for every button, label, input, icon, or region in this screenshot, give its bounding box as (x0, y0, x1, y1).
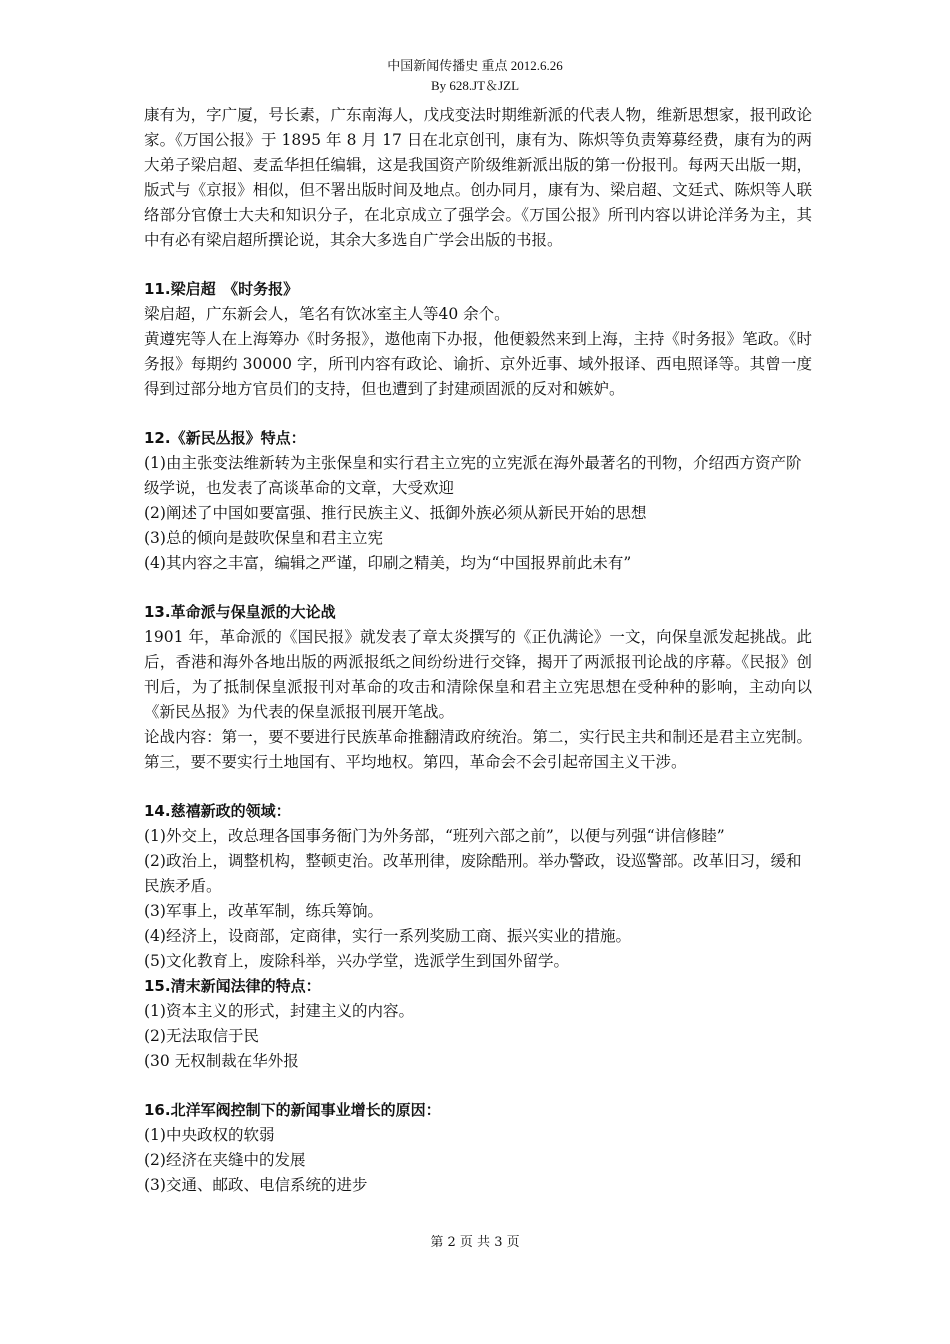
list-item: (5)文化教育上，废除科举，兴办学堂，选派学生到国外留学。 (144, 952, 569, 970)
paragraph: 1901 年，革命派的《国民报》就发表了章太炎撰写的《正仇满论》一文，向保皇派发起挑战。此后，香港和海外各地出版的两派报纸之间纷纷进行交锋，揭开了两派报刊论战的序幕。《民报》创刊后，为了抵制保皇派报刊对革命的攻击和清除保皇和君主立宪思想在受种种的影响，主动向以《新民丛报》为代表的保皇派报刊展开笔战。 (144, 628, 812, 721)
intro-section (144, 103, 812, 253)
intro-paragraph: 康有为，字广厦，号长素，广东南海人，戊戌变法时期维新派的代表人物，维新思想家，报刊政论家。《万国公报》于 1895 年 8 月 17 日在北京创刊，康有为、陈炽等负责筹募经费，康有为的两大弟子梁启超、麦孟华担任编辑，这是我国资产阶级维新派出版的第一份报刊。每两天出版一期，版式与《京报》相似，但不署出版时间及地点。创办同月，康有为、梁启超、文廷式、陈炽等人联络部分官僚士大夫和知识分子，在北京成立了强学会。《万国公报》所刊内容以讲论洋务为主，其中有必有梁启超所撰论说，其余大多选自广学会出版的书报。 (144, 106, 812, 249)
list-item: (2)阐述了中国如要富强、推行民族主义、抵御外族必须从新民开始的思想 (144, 504, 647, 522)
header-authors: By 628.JT＆JZL (430, 78, 520, 93)
document-body (144, 103, 812, 1198)
list-item: (3)总的倾向是鼓吹保皇和君主立宪 (144, 529, 383, 547)
paragraph: 黄遵宪等人在上海筹办《时务报》，遨他南下办报，他便毅然来到上海，主持《时务报》笔政。《时务报》每期约 30000 字，所刊内容有政论、谕折、京外近事、域外报译、西电照译等。其曾一度得到过部分地方官员们的支持，但也遭到了封建顽固派的反对和嫉妒。 (144, 330, 812, 398)
list-item: (30 无权制裁在华外报 (144, 1052, 299, 1070)
section-heading: 13.革命派与保皇派的大论战 (144, 603, 336, 621)
list-item: (4)其内容之丰富，编辑之严谨，印刷之精美，均为“中国报界前此未有” (144, 554, 632, 572)
section-heading: 11.梁启超 《时务报》 (144, 280, 299, 298)
paragraph: 梁启超，广东新会人，笔名有饮冰室主人等40 余个。 (144, 305, 510, 323)
list-item: (1)外交上，改总理各国事务衙门为外务部，“班列六部之前”，以便与列强“讲信修睦” (144, 827, 725, 845)
section-11 (144, 277, 812, 402)
section-13 (144, 600, 812, 775)
paragraph: 论战内容：第一，要不要进行民族革命推翻清政府统治。第二，实行民主共和制还是君主立宪制。第三，要不要实行土地国有、平均地权。第四，革命会不会引起帝国主义干涉。 (144, 728, 812, 771)
section-heading: 14.慈禧新政的领域： (144, 802, 291, 820)
list-item: (1)由主张变法维新转为主张保皇和实行君主立宪的立宪派在海外最著名的刊物，介绍西方资产阶级学说，也发表了高谈革命的文章，大受欢迎 (144, 454, 802, 497)
header-title: 中国新闻传播史 重点 2012.6.26 (387, 58, 563, 73)
page-header (0, 56, 950, 96)
page-number: 第 2 页 共 3 页 (430, 1235, 520, 1250)
section-15 (144, 974, 812, 1074)
list-item: (3)军事上，改革军制，练兵筹饷。 (144, 902, 383, 920)
list-item: (2)经济在夹缝中的发展 (144, 1151, 306, 1169)
list-item: (1)资本主义的形式，封建主义的内容。 (144, 1002, 414, 1020)
section-16 (144, 1098, 812, 1198)
section-heading: 12.《新民丛报》特点： (144, 429, 306, 447)
section-14 (144, 799, 812, 974)
list-item: (2)政治上，调整机构，整顿吏治。改革刑律，废除酷刑。举办警政，设巡警部。改革旧习，缓和民族矛盾。 (144, 852, 802, 895)
list-item: (1)中央政权的软弱 (144, 1126, 275, 1144)
list-item: (4)经济上，设商部，定商律，实行一系列奖励工商、振兴实业的措施。 (144, 927, 631, 945)
list-item: (3)交通、邮政、电信系统的进步 (144, 1176, 368, 1194)
list-item: (2)无法取信于民 (144, 1027, 259, 1045)
section-heading: 16.北洋军阀控制下的新闻事业增长的原因： (144, 1101, 441, 1119)
section-12 (144, 426, 812, 576)
section-heading: 15.清末新闻法律的特点： (144, 977, 321, 995)
